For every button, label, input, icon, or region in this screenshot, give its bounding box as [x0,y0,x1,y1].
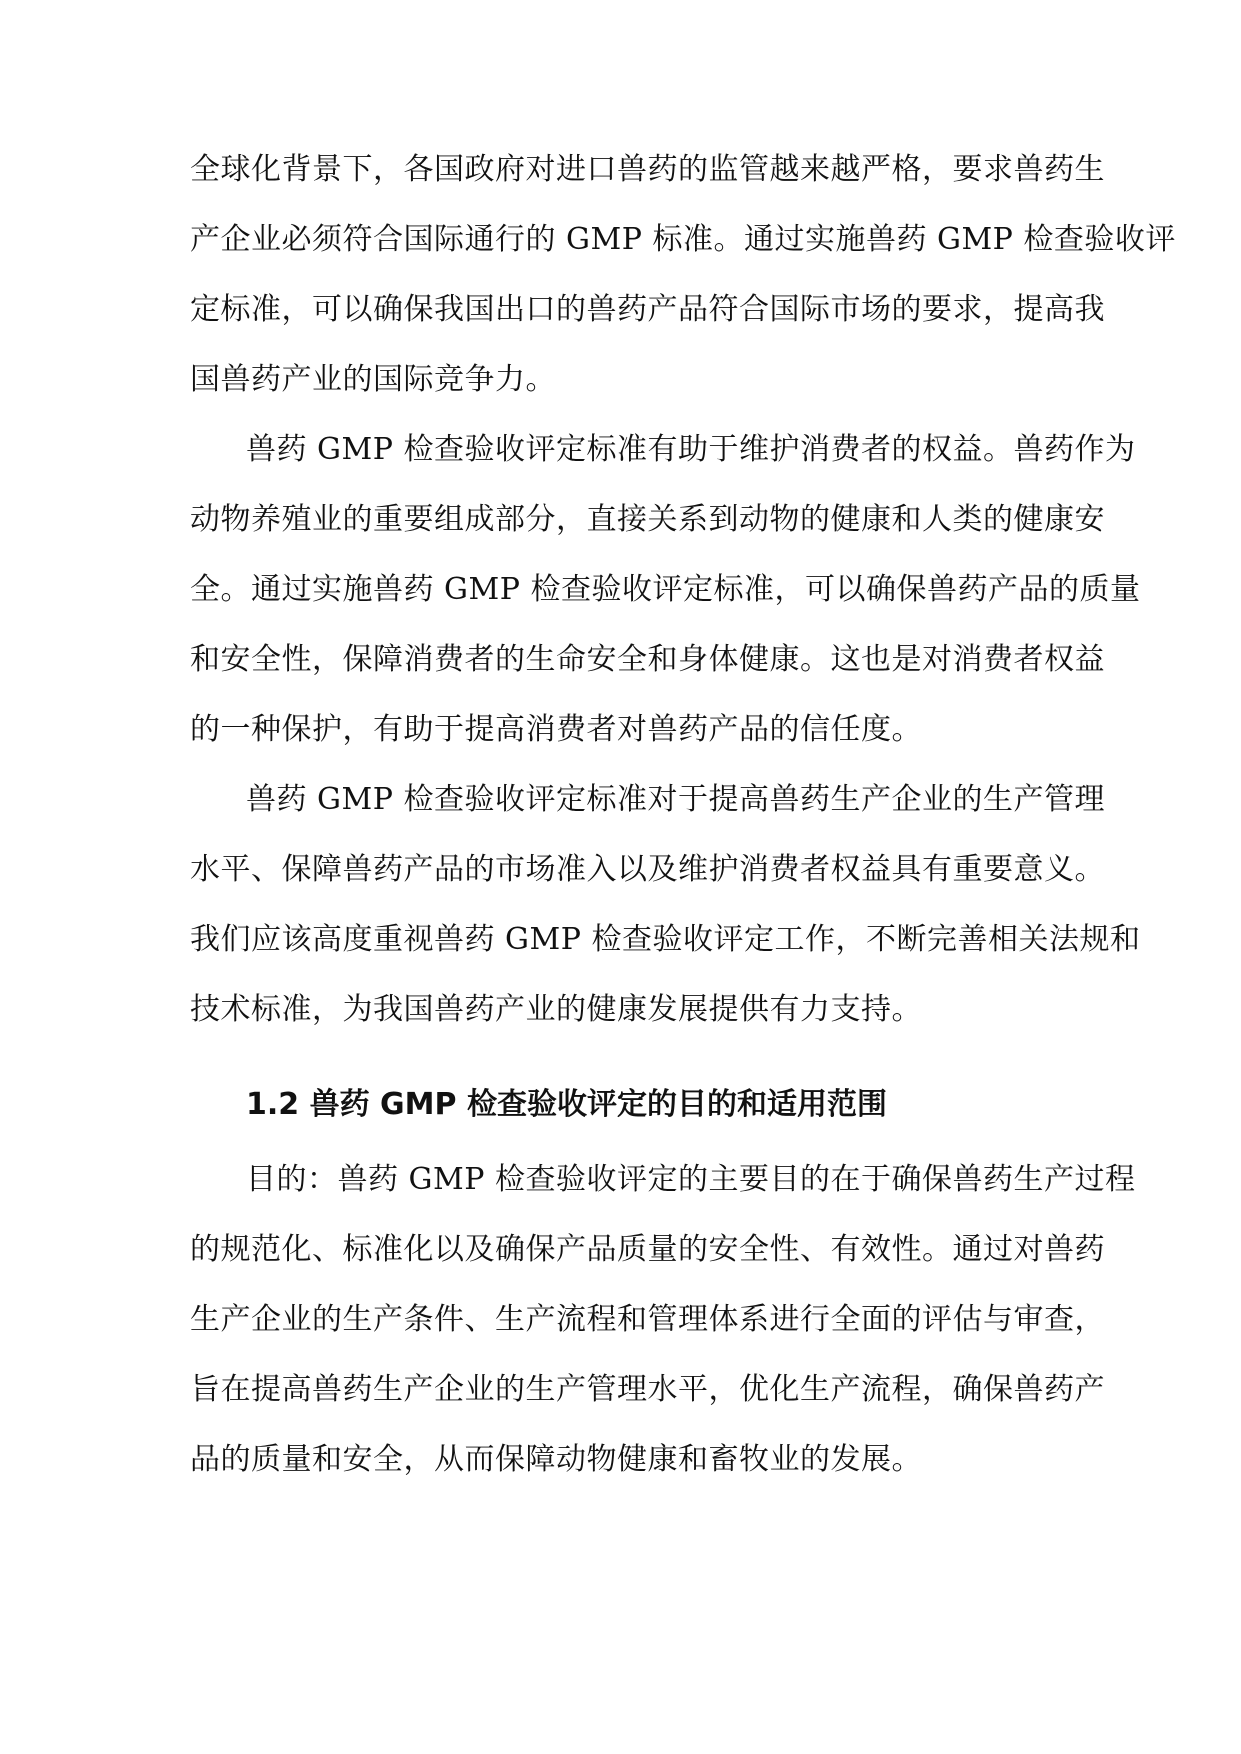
paragraph-line: 旨在提高兽药生产企业的生产管理水平，优化生产流程，确保兽药产 [190,1372,1105,1407]
paragraph-line: 的规范化、标准化以及确保产品质量的安全性、有效性。通过对兽药 [190,1232,1105,1267]
paragraph-line: 兽药 GMP 检查验收评定标准对于提高兽药生产企业的生产管理 [246,782,1105,817]
paragraph-line: 定标准，可以确保我国出口的兽药产品符合国际市场的要求，提高我 [190,292,1105,327]
paragraph-line: 和安全性，保障消费者的生命安全和身体健康。这也是对消费者权益 [190,642,1105,677]
paragraph-line: 我们应该高度重视兽药 GMP 检查验收评定工作，不断完善相关法规和 [190,922,1141,957]
paragraph-line: 技术标准，为我国兽药产业的健康发展提供有力支持。 [190,992,922,1027]
paragraph-line: 兽药 GMP 检查验收评定标准有助于维护消费者的权益。兽药作为 [246,432,1136,467]
paragraph-line: 动物养殖业的重要组成部分，直接关系到动物的健康和人类的健康安 [190,502,1105,537]
paragraph-line: 生产企业的生产条件、生产流程和管理体系进行全面的评估与审查， [190,1302,1105,1337]
paragraph-line: 国兽药产业的国际竞争力。 [190,362,556,397]
paragraph-line: 水平、保障兽药产品的市场准入以及维护消费者权益具有重要意义。 [190,852,1105,887]
paragraph-line: 全。通过实施兽药 GMP 检查验收评定标准，可以确保兽药产品的质量 [190,572,1141,607]
paragraph-line: 全球化背景下，各国政府对进口兽药的监管越来越严格，要求兽药生 [190,152,1105,187]
paragraph-line: 目的：兽药 GMP 检查验收评定的主要目的在于确保兽药生产过程 [246,1162,1136,1197]
paragraph-line: 的一种保护，有助于提高消费者对兽药产品的信任度。 [190,712,922,747]
paragraph-line: 产企业必须符合国际通行的 GMP 标准。通过实施兽药 GMP 检查验收评 [190,222,1176,257]
paragraph-line: 品的质量和安全，从而保障动物健康和畜牧业的发展。 [190,1442,922,1477]
section-heading: 1.2 兽药 GMP 检查验收评定的目的和适用范围 [246,1087,887,1122]
